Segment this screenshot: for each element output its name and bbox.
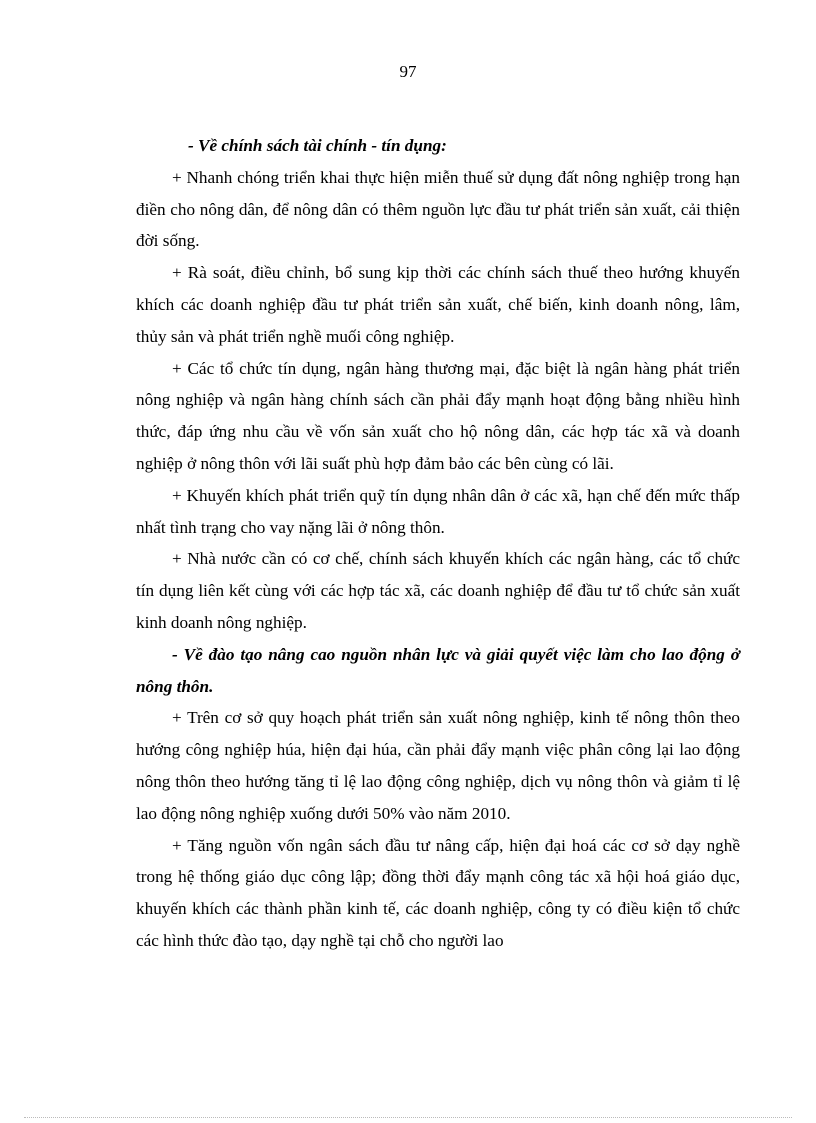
section-heading-training-employment: - Về đào tạo nâng cao nguồn nhân lực và giải quyết việc làm cho lao động ở nông thôn. xyxy=(136,644,740,696)
paragraph-people-credit-fund: + Khuyến khích phát triển quỹ tín dụng nhân dân ở các xã, hạn chế đến mức thấp nhất tình trạng cho vay nặng lãi ở nông thôn. xyxy=(136,485,740,537)
page-content xyxy=(136,130,740,957)
paragraph-state-mechanism: + Nhà nước cần có cơ chế, chính sách khuyến khích các ngân hàng, các tổ chức tín dụng liên kết cùng với các hợp tác xã, các doanh nghiệp để đầu tư tổ chức sản xuất kinh doanh nông nghiệp. xyxy=(136,549,740,632)
paragraph-labor-restructuring: + Trên cơ sở quy hoạch phát triển sản xuất nông nghiệp, kinh tế nông thôn theo hướng công nghiệp húa, hiện đại húa, cần phải đẩy mạnh việc phân công lại lao động nông thôn theo hướng tăng tỉ lệ lao động công nghiệp, dịch vụ nông thôn và giảm tỉ lệ lao động nông nghiệp xuống dưới 50% vào năm 2010. xyxy=(136,708,740,823)
page-bottom-divider xyxy=(24,1117,792,1118)
section-heading-finance-credit: - Về chính sách tài chính - tín dụng: xyxy=(188,136,447,155)
paragraph-vocational-investment: + Tăng nguồn vốn ngân sách đầu tư nâng cấp, hiện đại hoá các cơ sở dạy nghề trong hệ thống giáo dục công lập; đồng thời đẩy mạnh công tác xã hội hoá giáo dục, khuyến khích các thành phần kinh tế, các doanh nghiệp, công ty có điều kiện tổ chức các hình thức đào tạo, dạy nghề tại chỗ cho người lao xyxy=(136,835,740,950)
paragraph-tax-policy-review: + Rà soát, điều chỉnh, bổ sung kịp thời các chính sách thuế theo hướng khuyến khích các doanh nghiệp đầu tư phát triển sản xuất, chế biến, kinh doanh nông, lâm, thủy sản và phát triển nghề muối công nghiệp. xyxy=(136,263,740,346)
paragraph-land-tax-exemption: + Nhanh chóng triển khai thực hiện miễn thuế sử dụng đất nông nghiệp trong hạn điền cho nông dân, để nông dân có thêm nguồn lực đầu tư phát triển sản xuất, cải thiện đời sống. xyxy=(136,167,740,251)
paragraph-credit-institutions: + Các tổ chức tín dụng, ngân hàng thương mại, đặc biệt là ngân hàng phát triển nông nghiệp và ngân hàng chính sách cần phải đẩy mạnh hoạt động bằng nhiều hình thức, đáp ứng nhu cầu về vốn sản xuất cho hộ nông dân, các hợp tác xã và doanh nghiệp ở nông thôn với lãi suất phù hợp đảm bảo các bên cùng có lãi. xyxy=(136,358,740,473)
page-number: 97 xyxy=(399,62,417,81)
